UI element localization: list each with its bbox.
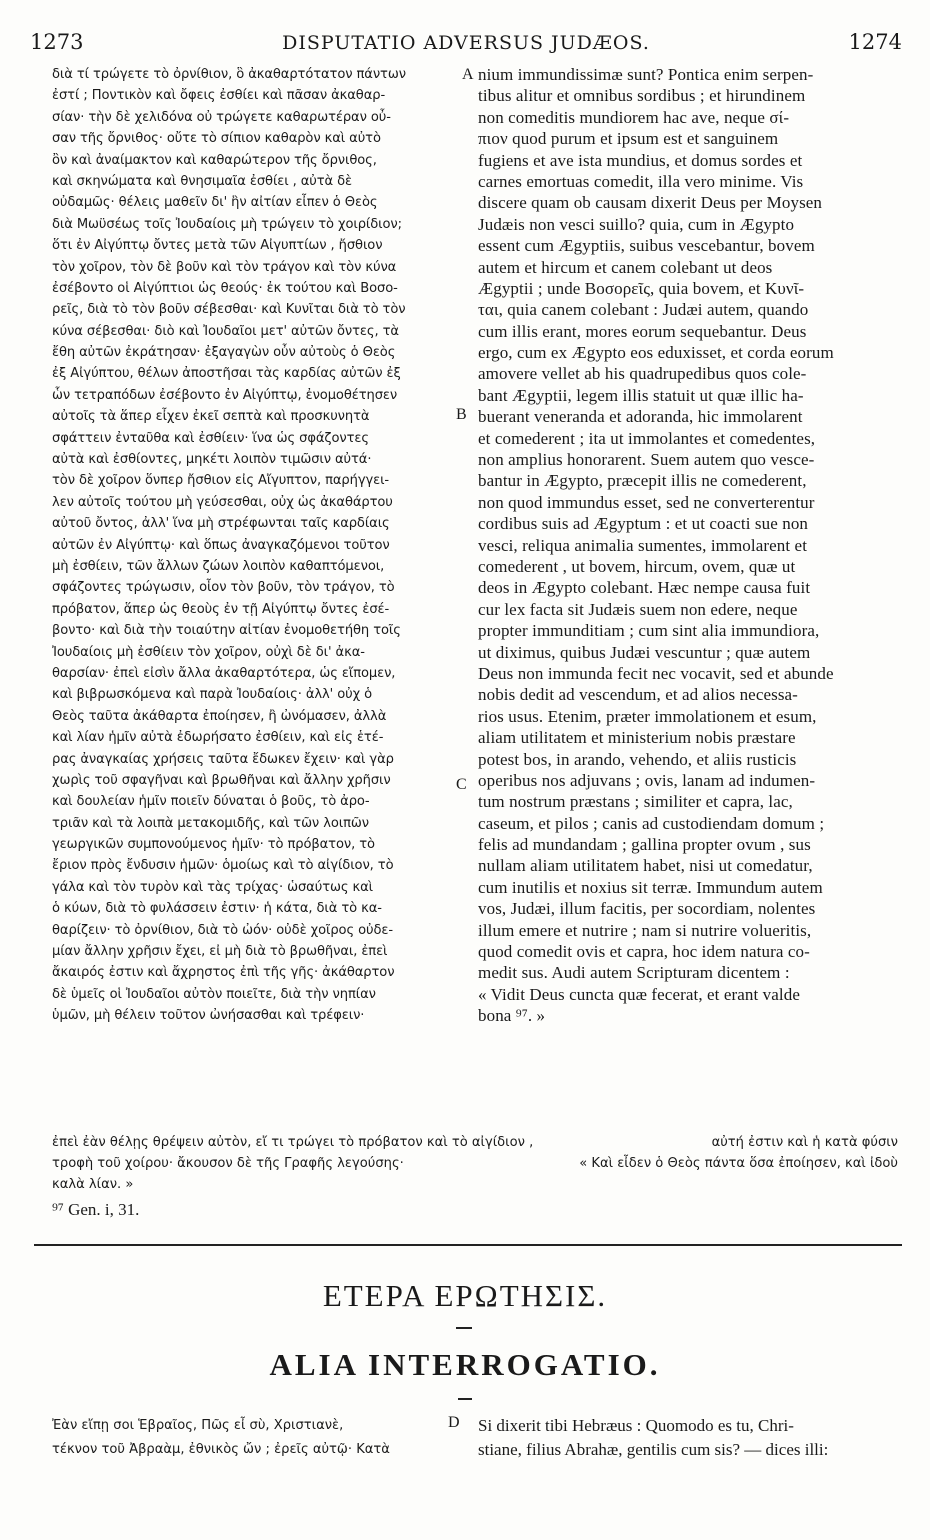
- latin-text-line: cum inutilis et noxius sit terræ. Immundum autem: [478, 877, 823, 897]
- greek-text-line: ἐσέβοντο οἱ Αἰγύπτιοι ὡς θεούς· ἐκ τούτου καὶ Βοσο-: [52, 280, 398, 296]
- latin-text-line: amovere vellet ab his quadrupedibus quos cole-: [478, 364, 807, 384]
- latin-text-line: operibus nos adjuvans ; ovis, lanam ad indumen-: [478, 770, 816, 790]
- greek-text-line: γεωργικῶν συμπονούμενος ἡμῖν· τὸ πρόβατον, τὸ: [52, 837, 375, 853]
- latin-text-line: cum illis erant, mores eorum sequebantur. Deus: [478, 321, 807, 341]
- greek-text-line: καὶ λίαν ἡμῖν αὐτὰ ἐδωρήσατο ἐσθίειν, καὶ εἰς ἑτέ-: [52, 730, 384, 746]
- page-number-left: 1273: [30, 30, 84, 54]
- margin-marker-c: C: [456, 776, 467, 793]
- greek-text-line: ὂν καὶ ἀναίμακτον καὶ καθαρώτερον τῆς ὄρνιθος,: [52, 152, 377, 168]
- latin-text-line: tum nostrum præstans ; similiter et capra, lac,: [478, 792, 793, 812]
- greek-text-line: σφάζοντες τρώγωσιν, οἷον τὸν βοῦν, τὸν τράγον, τὸ: [52, 580, 395, 596]
- latin-text-line: non quod immundus esset, sed ne converterentur: [478, 492, 815, 512]
- greek-text-line: Θεὸς ταῦτα ἀκάθαρτα ἐποίησεν, ἢ ὠνόμασεν, ἀλλὰ: [52, 708, 387, 724]
- latin-text-line: « Vidit Deus cuncta quæ fecerat, et erant valde: [478, 984, 800, 1004]
- greek-text-line: τριᾶν καὶ τὰ λοιπὰ μετακομιδῆς, καὶ τῶν λοιπῶν: [52, 815, 369, 831]
- greek-text-line: μὴ ἐσθίειν, τῶν ἄλλων ζώων λοιπὸν καθαπτόμενοι,: [52, 558, 385, 574]
- latin-text-line: Judæis non vesci suillo? quia, cum in Ægypto: [478, 214, 795, 234]
- latin-text-line: bantur in Ægypto, præcepit illis ne comederent,: [478, 471, 807, 491]
- greek-text-line: γάλα καὶ τὸν τυρὸν καὶ τὰς τρίχας· ὡσαύτως καὶ: [52, 879, 373, 895]
- latin-text-line: comederent , ut bovem, hircum, ovem, quæ ut: [478, 556, 796, 576]
- greek-text-line: σίαν· τὴν δὲ χελιδόνα οὐ τρώγετε καθαρωτέραν οὖ-: [52, 109, 391, 125]
- latin-text-line: vos, Judæi, illum facitis, per socordiam, nolentes: [478, 899, 816, 919]
- latin-text-line: πιον quod purum et ipsum est et sanguinem: [478, 129, 779, 149]
- greek-text-line: ἔθη αὐτῶν ἐκράτησαν· ἐξαγαγὼν οὖν αὐτοὺς ὁ Θεὸς: [52, 345, 396, 361]
- latin-text-line: bona ⁹⁷. »: [478, 1006, 546, 1026]
- greek-text-line: αὐτοῦ ὄντος, ἀλλ' ἵνα μὴ στρέφωνται ταῖς καρδίαις: [52, 516, 390, 532]
- continuation-line-1-left: ἐπεὶ ἐὰν θέλῃς θρέψειν αὐτὸν, εἴ τι τρώγει τὸ πρόβατον καὶ τὸ αἰγίδιον ,: [52, 1135, 534, 1150]
- greek-text-line: λεν αὐτοῖς τούτου μὴ γεύσεσθαι, οὐχ ὡς ἀκαθάρτου: [52, 494, 393, 510]
- greek-text-line: διὰ τί τρώγετε τὸ ὀρνίθιον, ὃ ἀκαθαρτότατον πάντων: [52, 67, 406, 82]
- latin-text-line: bant Ægyptii, legem illis statuit ut quæ illic ha-: [478, 385, 804, 405]
- latin-text-line: potest bos, in arando, vehendo, et aliis rusticis: [478, 749, 797, 769]
- latin-text-line: ergo, cum ex Ægypto eos eduxisset, et corda eorum: [478, 343, 834, 363]
- continuation-line-1-right: αὐτή ἐστιν καὶ ἡ κατὰ φύσιν: [711, 1135, 898, 1150]
- page-header: [30, 30, 902, 60]
- latin-text-line: ut diximus, quibus Judæi vescuntur ; quæ autem: [478, 642, 811, 662]
- latin-text-line: ται, quia canem colebant : Judæi autem, quando: [478, 300, 809, 320]
- continuation-line-3: καλὰ λίαν. »: [52, 1177, 134, 1192]
- latin-text-line: non amplius honorarent. Suem autem quo vesce-: [478, 450, 815, 470]
- greek-text-line: αὐτῶν ἐν Αἰγύπτῳ· καὶ ὅπως ἀναγκαζόμενοι τοῦτον: [52, 537, 390, 553]
- greek-text-line: σφάττειν ἐνταῦθα καὶ ἐσθίειν· ἵνα ὡς σφάζοντες: [52, 430, 369, 446]
- greek-text-line: ὅτι ἐν Αἰγύπτῳ ὄντες μετὰ τῶν Αἰγυπτίων , ἤσθιον: [52, 238, 383, 254]
- latin-text-line: aliam utilitatem et ministerium nobis præstare: [478, 728, 796, 748]
- greek-text-line: ὧν τετραπόδων ἐσέβοντο ἐν Αἰγύπτῳ, ἐνομοθέτησεν: [52, 387, 398, 403]
- heading-dash: [458, 1398, 472, 1400]
- greek-text-line: ὁ κύων, διὰ τὸ φυλάσσειν ἐστιν· ἡ κάτα, διὰ τὸ κα-: [52, 901, 382, 917]
- running-title: DISPUTATIO ADVERSUS JUDÆOS.: [282, 32, 650, 54]
- greek-text-line: διὰ Μωϋσέως τοῖς Ἰουδαίοις μὴ τρώγειν τὸ χοιρίδιον;: [52, 216, 402, 232]
- greek-text-line: δὲ ὑμεῖς οἱ Ἰουδαῖοι αὐτὸν ποιεῖτε, διὰ τὴν νηπίαν: [52, 986, 376, 1002]
- greek-text-line: σαν τῆς ὄρνιθος· οὔτε τὸ σίπιον καθαρὸν καὶ αὐτὸ: [52, 131, 381, 147]
- continuation-line: [52, 1132, 898, 1153]
- latin-text-line: discere quam ob causam dixerit Deus per Moysen: [478, 193, 823, 213]
- footnote: ⁹⁷ Gen. i, 31.: [52, 1200, 140, 1219]
- latin-text-line: rios usus. Etenim, præter immolationem et esum,: [478, 706, 817, 726]
- latin-text-line: cur lex facta sit Judæis suem non edere, neque: [478, 599, 798, 619]
- greek-text-line: κύνα σέβεσθαι· διὸ καὶ Ἰουδαῖοι μετ' αὐτῶν ὄντες, τὰ: [52, 323, 399, 339]
- heading-dash: [456, 1327, 472, 1329]
- greek-text-line: ὑμῶν, μὴ θέλειν τοῦτον ὠνήσασθαι καὶ τρέφειν·: [52, 1008, 365, 1024]
- latin-text-line: cordibus suis ad Ægyptum : et ut coacti sue non: [478, 514, 809, 534]
- greek-text-line: ἄκαιρός ἐστιν καὶ ἄχρηστος ἐπὶ τῆς γῆς· ἀκάθαρτον: [52, 965, 395, 981]
- greek-text-line: πρόβατον, ἅπερ ὡς θεοὺς ἐν τῇ Αἰγύπτῳ ὄντες ἐσέ-: [52, 601, 390, 617]
- latin-text-line: et comederent ; ita ut immolantes et comedentes,: [478, 428, 816, 448]
- greek-text-line: θαρσίαν· ἐπεὶ εἰσὶν ἄλλα ἀκαθαρτότερα, ὡς εἴπομεν,: [52, 665, 396, 681]
- continuation-line-2-right: « Καὶ εἶδεν ὁ Θεὸς πάντα ὅσα ἐποίησεν, καὶ ἰδοὺ: [579, 1156, 898, 1171]
- greek-text-line: ρας ἀναγκαίας χρήσεις ταῦτα ἔδωκεν ἔχειν· καὶ γὰρ: [52, 751, 394, 767]
- section-divider: [34, 1244, 902, 1246]
- latin-text-line: propter immunditiam ; cum sint alia immundiora,: [478, 621, 820, 641]
- margin-marker-d: D: [448, 1414, 460, 1431]
- question-latin-line: stiane, filius Abrahæ, gentilis cum sis? — dices illi:: [478, 1440, 829, 1459]
- latin-text-line: essent cum Ægyptiis, suibus vescebantur, bovem: [478, 236, 815, 256]
- latin-text-line: vesci, reliqua animalia sumentes, immolarent et: [478, 535, 808, 555]
- question-latin-line: Si dixerit tibi Hebræus : Quomodo es tu, Chri-: [478, 1416, 794, 1435]
- latin-text-line: quod comedit ovis et capra, hoc idem natura co-: [478, 942, 810, 962]
- margin-marker-a: A: [462, 66, 474, 83]
- question-latin: [478, 1414, 898, 1462]
- greek-text-line: τὸν χοῖρον, τὸν δὲ βοῦν καὶ τὸν τράγον καὶ τὸν κύνα: [52, 259, 397, 275]
- greek-text-line: ρεῖς, διὰ τὸ τὸν βοῦν σέβεσθαι· καὶ Κυνῖται διὰ τὸ τὸν: [52, 302, 406, 318]
- greek-text-line: χωρὶς τοῦ σφαγῆναι καὶ βρωθῆναι καὶ ἄλλην χρῆσιν: [52, 772, 391, 788]
- latin-text-line: non comeditis mundiorem hac ave, neque σί-: [478, 107, 790, 127]
- greek-text-line: ἐξ Αἰγύπτου, θέλων ἀποστῆσαι τὰς καρδίας αὐτῶν ἐξ: [52, 366, 401, 382]
- latin-text-line: nobis dedit ad vescendum, et ad alios necessa-: [478, 685, 798, 705]
- continuation-line-2-left: τροφὴ τοῦ χοίρου· ἄκουσον δὲ τῆς Γραφῆς λεγούσης·: [52, 1156, 404, 1171]
- latin-text-line: buerant veneranda et adoranda, hic immolarent: [478, 407, 803, 427]
- page-number-right: 1274: [848, 30, 902, 54]
- greek-column: [52, 64, 462, 1027]
- latin-text-line: nium immundissimæ sunt? Pontica enim serpen-: [478, 65, 814, 84]
- greek-text-line: καὶ δουλείαν ἡμῖν ποιεῖν δύναται ὁ βοῦς, τὸ ἀρο-: [52, 794, 370, 810]
- section-heading-greek: ΕΤΕΡΑ ΕΡΩΤΗΣΙΣ.: [322, 1278, 608, 1313]
- greek-text-line: ἔριον πρὸς ἔνδυσιν ἡμῶν· ὁμοίως καὶ τὸ αἰγίδιον, τὸ: [52, 858, 394, 874]
- latin-text-line: deos in Ægypto colebant. Hæc nempe causa fuit: [478, 578, 811, 598]
- greek-text-line: τὸν δὲ χοῖρον ὅνπερ ἤσθιον εἰς Αἴγυπτον, παρήγγει-: [52, 473, 390, 489]
- question-greek-line: Ἐὰν εἴπῃ σοι Ἑβραῖος, Πῶς εἶ σὺ, Χριστιανὲ,: [52, 1418, 344, 1433]
- latin-text-line: autem et hircum et canem colebant ut deos: [478, 257, 773, 277]
- latin-text-line: carnes emortuas comedit, illa vero minime. Vis: [478, 171, 804, 191]
- question-greek: [52, 1414, 462, 1462]
- latin-text-line: felis ad mundandam ; gallina propter ovum , sus: [478, 835, 811, 855]
- latin-text-line: nullam aliam utilitatem habet, nisi ut comedatur,: [478, 856, 813, 876]
- greek-text-line: Ἰουδαίοις μὴ ἐσθίειν τὸν χοῖρον, οὐχὶ δὲ δι' ἀκα-: [52, 644, 365, 660]
- latin-text-line: fugiens et ave ista mundius, et domus sordes et: [478, 150, 803, 170]
- latin-text-line: tibus alitur et omnibus sordibus ; et hirundinem: [478, 86, 806, 106]
- greek-text-line: οὐδαμῶς· θέλεις μαθεῖν δι' ἣν αἰτίαν εἶπεν ὁ Θεὸς: [52, 195, 378, 211]
- continuation-line: [52, 1153, 898, 1174]
- latin-text-line: Deus non immunda fecit nec vocavit, sed et abunde: [478, 663, 834, 683]
- latin-text-line: caseum, et pilos ; canis ad custodiendam domum ;: [478, 813, 825, 833]
- latin-text-line: Ægyptii ; unde Βοσορεῖς, quia bovem, et Κυνῖ-: [478, 278, 805, 298]
- greek-text-line: θαρίζειν· τὸ ὀρνίθιον, διὰ τὸ ὠόν· οὐδὲ χοῖρος οὐδε-: [52, 922, 393, 938]
- greek-text-line: βοντο· καὶ διὰ τὴν τοιαύτην αἰτίαν ἐνομοθετήθη τοῖς: [52, 623, 401, 639]
- greek-text-line: ἐστί ; Ποντικὸν καὶ ὄφεις ἐσθίει καὶ πᾶσαν ἀκαθαρ-: [52, 88, 386, 104]
- latin-text-line: illum emere et nutrire ; nam si nutrire volueritis,: [478, 920, 812, 940]
- full-width-continuation: [52, 1132, 898, 1195]
- latin-text-line: medit sus. Audi autem Scripturam dicentem :: [478, 963, 790, 983]
- section-heading-latin: ALIA INTERROGATIO.: [269, 1347, 661, 1382]
- greek-text-line: αὐτὰ καὶ ἐσθίοντες, μηκέτι λοιπὸν τιμῶσιν αὐτά·: [52, 452, 372, 468]
- greek-text-line: μίαν ἄλλην χρῆσιν ἔχει, εἰ μὴ διὰ τὸ βρωθῆναι, ἐπεὶ: [52, 944, 388, 960]
- greek-text-line: καὶ βιβρωσκόμενα καὶ παρὰ Ἰουδαίοις· ἀλλ' οὐχ ὁ: [52, 687, 373, 703]
- question-greek-line: τέκνον τοῦ Ἀβραὰμ, ἐθνικὸς ὤν ; ἐρεῖς αὐτῷ· Κατὰ: [52, 1442, 390, 1457]
- latin-column: [478, 64, 898, 1027]
- greek-text-line: αὐτοῖς τὰ ἅπερ εἶχεν ἐκεῖ σεπτὰ καὶ προσκυνητὰ: [52, 409, 370, 425]
- margin-marker-b: B: [456, 406, 467, 423]
- greek-text-line: καὶ σκηνώματα καὶ θνησιμαῖα ἐσθίει , αὐτὰ δὲ: [52, 173, 353, 189]
